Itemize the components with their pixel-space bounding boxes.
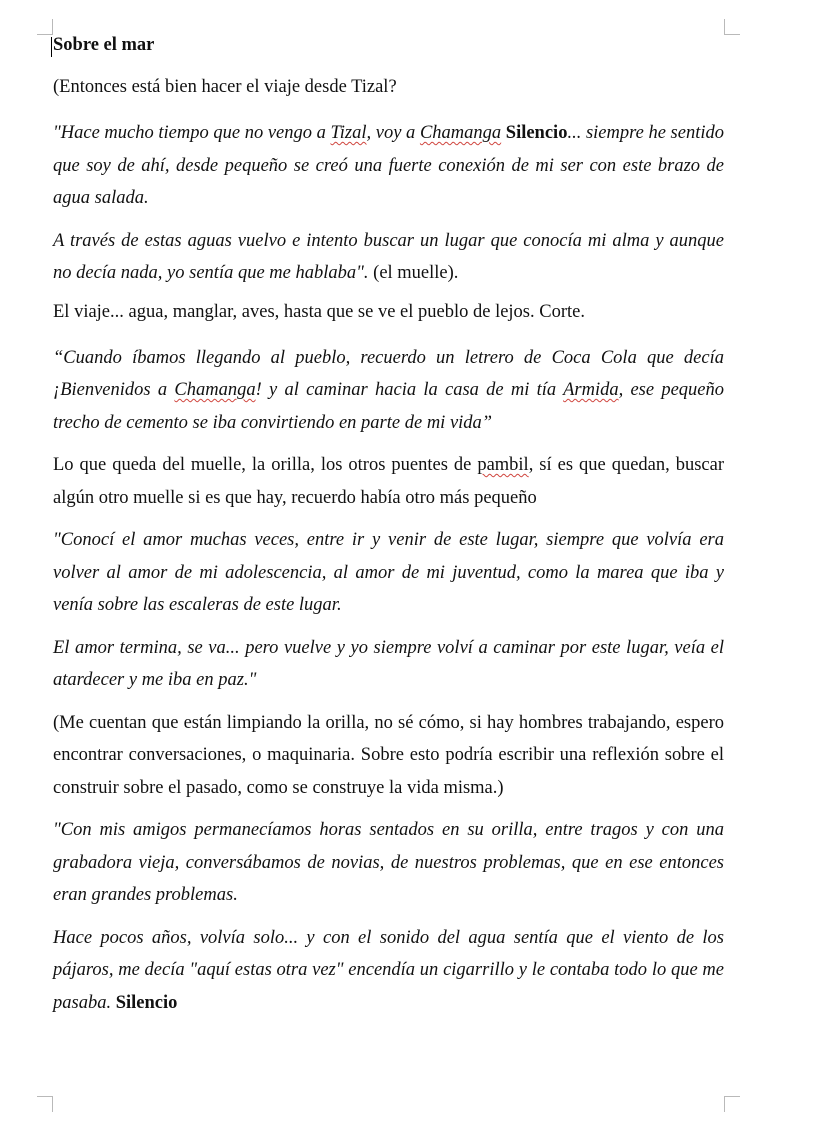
paragraph-8: El amor termina, se va... pero vuelve y yo siempre volví a caminar por este lugar, veía el atardecer y me iba en paz." [53,637,724,690]
spellcheck-word-pambil[interactable]: pambil [477,455,529,475]
text-cursor [51,37,52,57]
paragraph-10: "Con mis amigos permanecíamos horas sentados en su orilla, entre tragos y con una grabadora vieja, conversábamos de novias, de nuestros problemas, que en ese entonces eran grandes problemas. [53,820,724,905]
paragraph-9: (Me cuentan que están limpiando la orilla, no sé cómo, si hay hombres trabajando, espero encontrar conversaciones, o maquinaria. Sobre esto podría escribir una reflexión sobre el construir sobre el pasado, como se construye la vida misma.) [53,712,724,798]
document-title: Sobre el mar [53,35,155,55]
spellcheck-word-chamanga-2[interactable]: Chamanga [174,380,256,400]
page-corner-mark-bottom-left [37,1096,53,1112]
paragraph-11: Hace pocos años, volvía solo... y con el sonido del agua sentía que el viento de los pájaros, me decía "aquí estas otra vez" encendía un cigarrillo y le contaba todo lo que me pasaba. Silencio [53,927,724,1013]
spellcheck-word-chamanga[interactable]: Chamanga [419,123,502,143]
paragraph-3: A través de estas aguas vuelvo e intento buscar un lugar que conocía mi alma y aunque no decía nada, yo sentía que me hablaba". (el muelle). [53,230,724,283]
document-body[interactable] [53,33,724,1029]
page-corner-mark-top-right [724,19,740,35]
paragraph-1: (Entonces está bien hacer el viaje desde Tizal? [53,77,397,97]
paragraph-6: Lo que queda del muelle, la orilla, los otros puentes de pambil, sí es que quedan, buscar algún otro muelle si es que hay, recuerdo había otro más pequeño [53,455,724,508]
bold-silencio-2: Silencio [115,992,178,1013]
page-corner-mark-top-left [37,19,53,35]
spellcheck-word-armida[interactable]: Armida [563,380,619,400]
paragraph-2: "Hace mucho tiempo que no vengo a Tizal, voy a Chamanga Silencio... siempre he sentido que soy de ahí, desde pequeño se creó una fuerte conexión de mi ser con este brazo de agua salada. [53,123,724,208]
paragraph-7: "Conocí el amor muchas veces, entre ir y venir de este lugar, siempre que volvía era volver al amor de mi adolescencia, al amor de mi juventud, como la marea que iba y venía sobre las escaleras de este lugar. [53,530,724,615]
spellcheck-word-tizal[interactable]: Tizal [330,123,367,143]
paragraph-4: El viaje... agua, manglar, aves, hasta que se ve el pueblo de lejos. Corte. [53,301,585,322]
paragraph-5: “Cuando íbamos llegando al pueblo, recuerdo un letrero de Coca Cola que decía ¡Bienvenidos a Chamanga! y al caminar hacia la casa de mi tía Armida, ese pequeño trecho de cemento se iba convirtiendo en parte de mi vida” [53,347,724,433]
page-corner-mark-bottom-right [724,1096,740,1112]
bold-silencio: Silencio [505,123,568,143]
